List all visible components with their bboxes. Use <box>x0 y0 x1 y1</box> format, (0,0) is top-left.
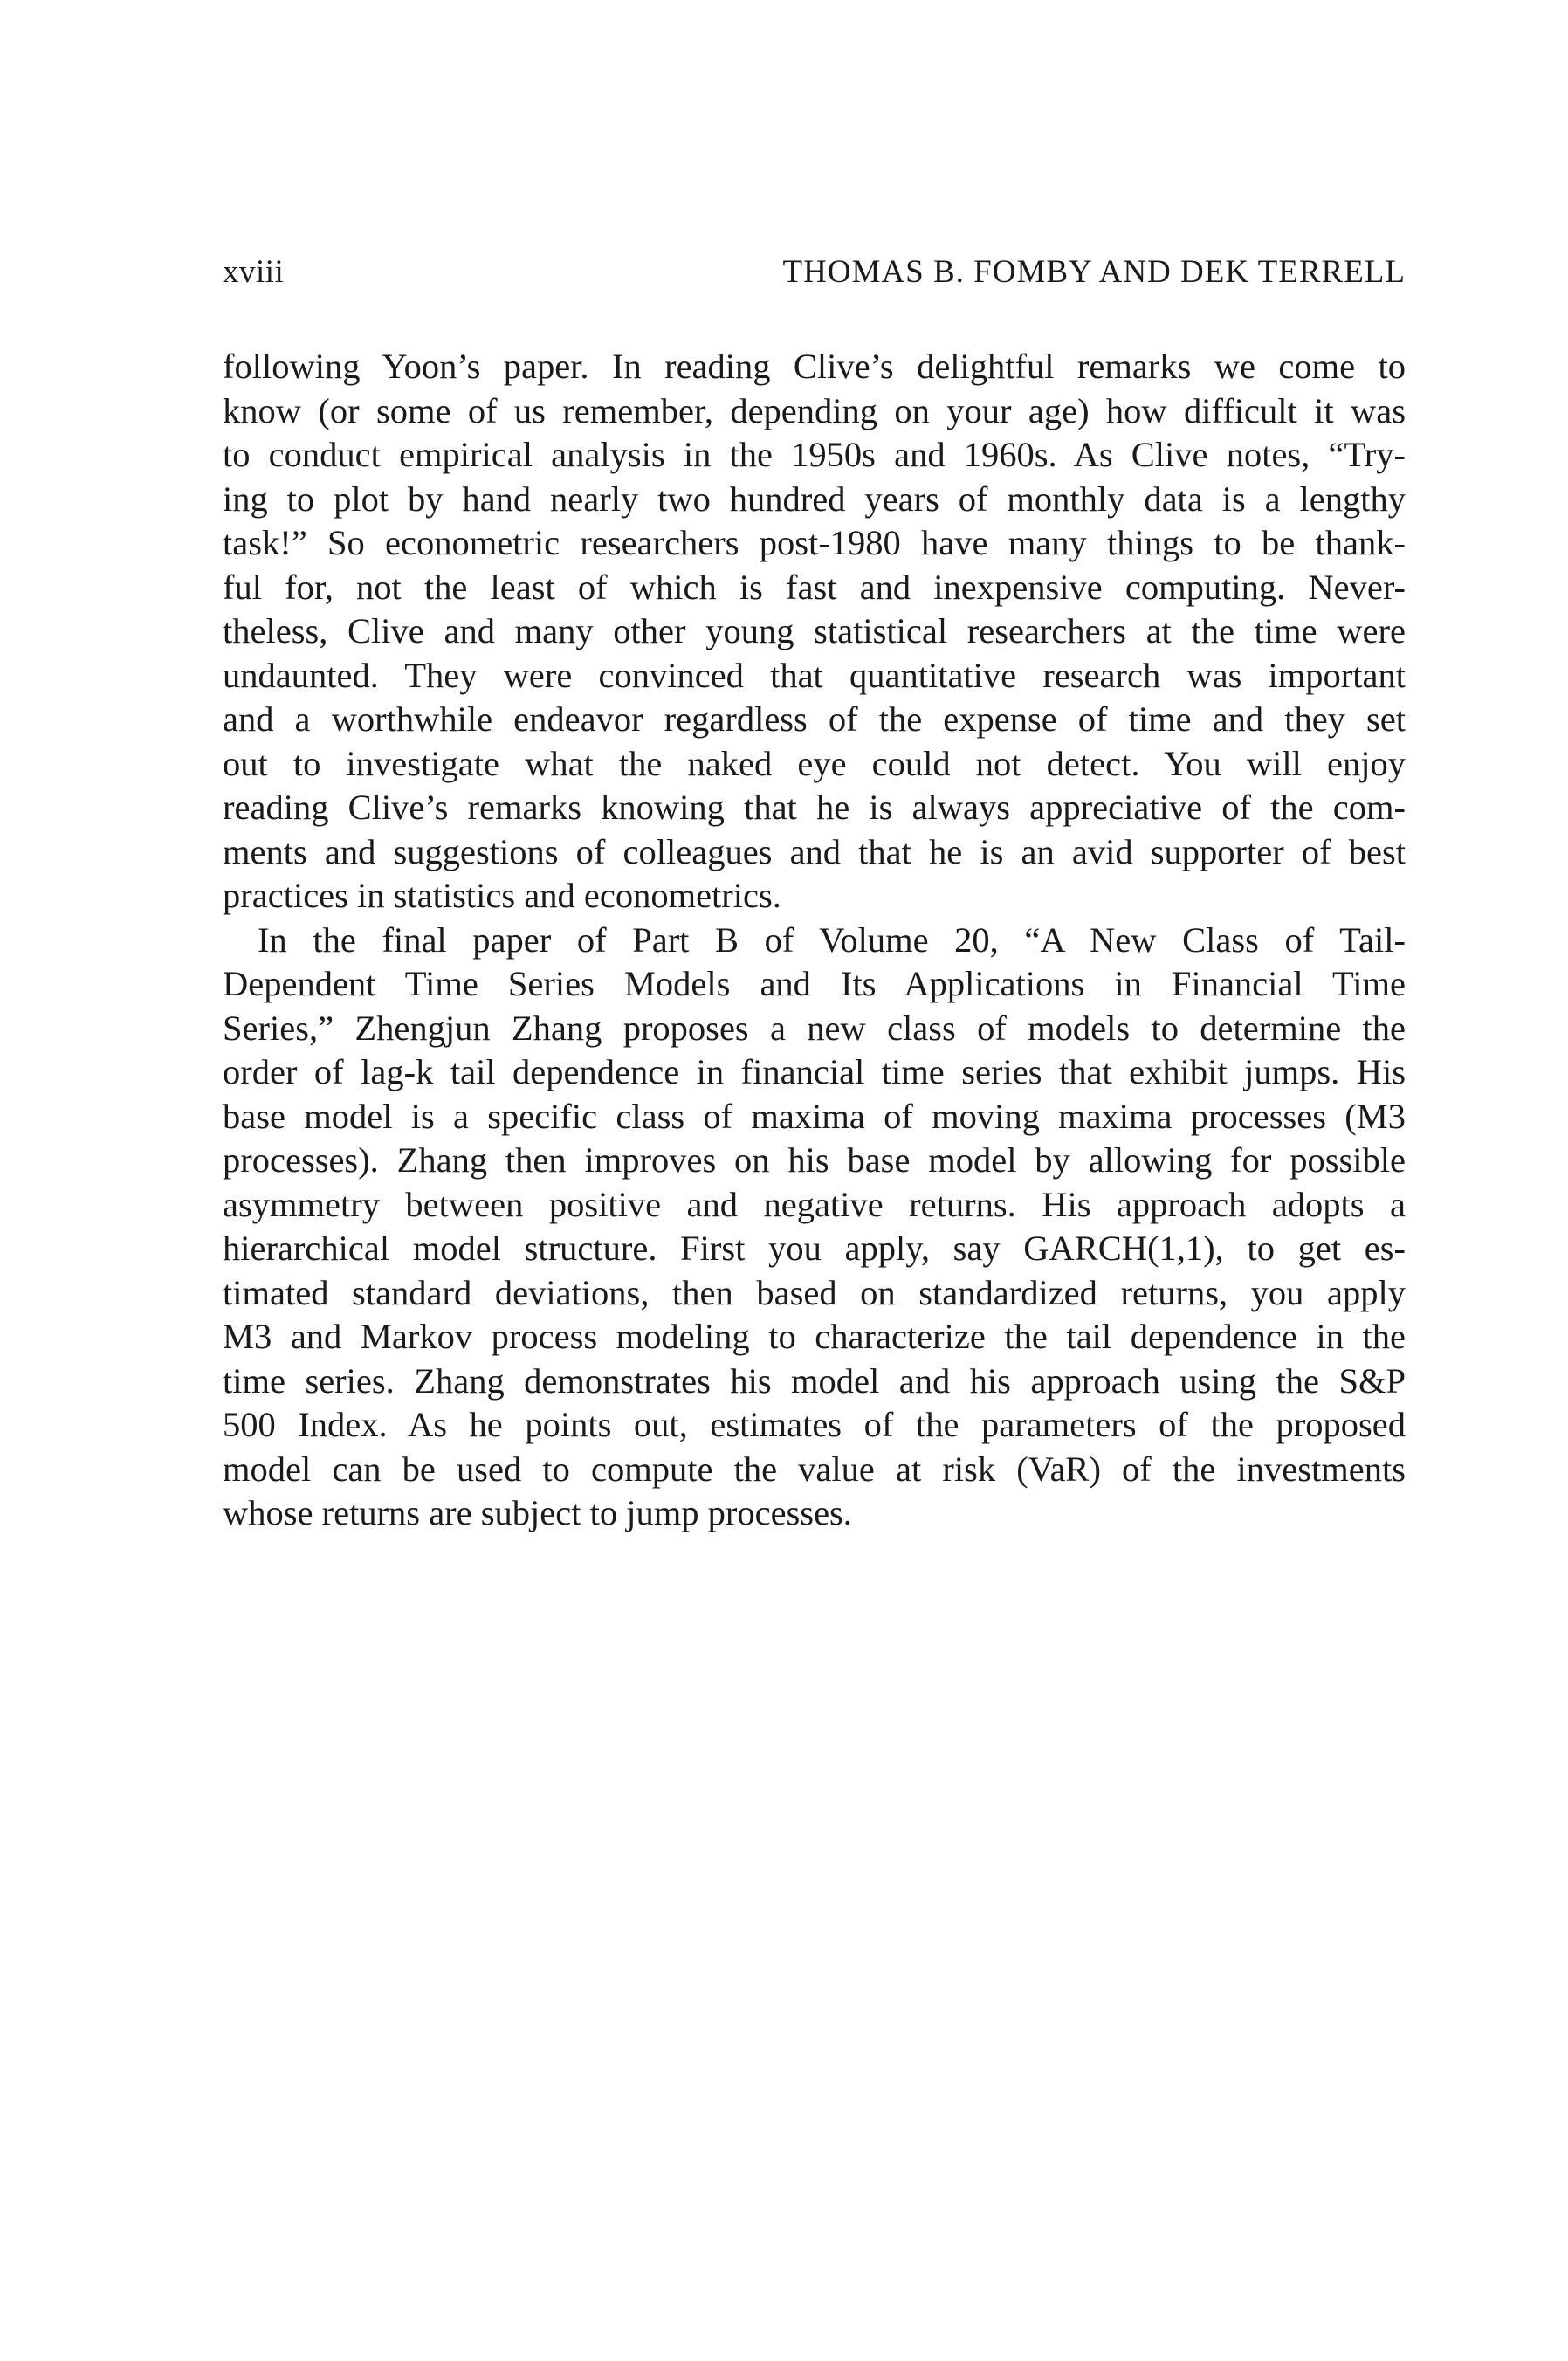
text-line: Dependent Time Series Models and Its Applications in Financial Time <box>223 964 1406 1003</box>
text-line: whose returns are subject to jump processes. <box>223 1493 852 1532</box>
text-line: model can be used to compute the value at risk (VaR) of the investments <box>223 1449 1406 1489</box>
text-line: base model is a specific class of maxima of moving maxima processes (M3 <box>223 1096 1406 1136</box>
body-text <box>223 345 1406 1536</box>
text-line: theless, Clive and many other young statistical researchers at the time were <box>223 611 1406 650</box>
paragraph-2 <box>223 919 1406 1536</box>
text-line: 500 Index. As he points out, estimates of the parameters of the proposed <box>223 1405 1406 1444</box>
text-line: hierarchical model structure. First you apply, say GARCH(1,1), to get es- <box>223 1229 1406 1268</box>
text-line: time series. Zhang demonstrates his model and his approach using the S&P <box>223 1360 1406 1401</box>
text-line: reading Clive’s remarks knowing that he is always appreciative of the com- <box>223 788 1406 827</box>
text-line: practices in statistics and econometrics. <box>223 876 781 915</box>
text-line: timated standard deviations, then based on standardized returns, you apply <box>223 1272 1406 1312</box>
text-line: following Yoon’s paper. In reading Clive’s delightful remarks we come to <box>223 347 1406 386</box>
text-line: Series,” Zhengjun Zhang proposes a new class of models to determine the <box>223 1008 1406 1048</box>
page-number: xviii <box>223 254 285 290</box>
text-line: ful for, not the least of which is fast and inexpensive computing. Never- <box>223 567 1406 607</box>
text-line: ments and suggestions of colleagues and that he is an avid supporter of best <box>223 831 1406 871</box>
text-line: asymmetry between positive and negative returns. His approach adopts a <box>223 1184 1406 1224</box>
text-line: know (or some of us remember, depending on your age) how difficult it was <box>223 390 1406 430</box>
paragraph-1 <box>223 345 1406 919</box>
running-title: THOMAS B. FOMBY AND DEK TERRELL <box>782 254 1406 290</box>
text-line: M3 and Markov process modeling to characterize the tail dependence in the <box>223 1317 1406 1356</box>
text-line: processes). Zhang then improves on his base model by allowing for possible <box>223 1140 1406 1180</box>
text-line: In the final paper of Part B of Volume 20, “A New Class of Tail- <box>258 919 1406 960</box>
text-line: task!” So econometric researchers post-1980 have many things to be thank- <box>223 523 1406 562</box>
running-head <box>223 251 1406 293</box>
text-line: and a worthwhile endeavor regardless of the expense of time and they set <box>223 699 1406 739</box>
text-line: ing to plot by hand nearly two hundred years of monthly data is a lengthy <box>223 478 1406 519</box>
text-line: to conduct empirical analysis in the 1950s and 1960s. As Clive notes, “Try- <box>223 435 1406 474</box>
text-line: order of lag-k tail dependence in financial time series that exhibit jumps. His <box>223 1052 1406 1091</box>
text-line: undaunted. They were convinced that quantitative research was important <box>223 655 1406 695</box>
text-line: out to investigate what the naked eye could not detect. You will enjoy <box>223 743 1406 783</box>
